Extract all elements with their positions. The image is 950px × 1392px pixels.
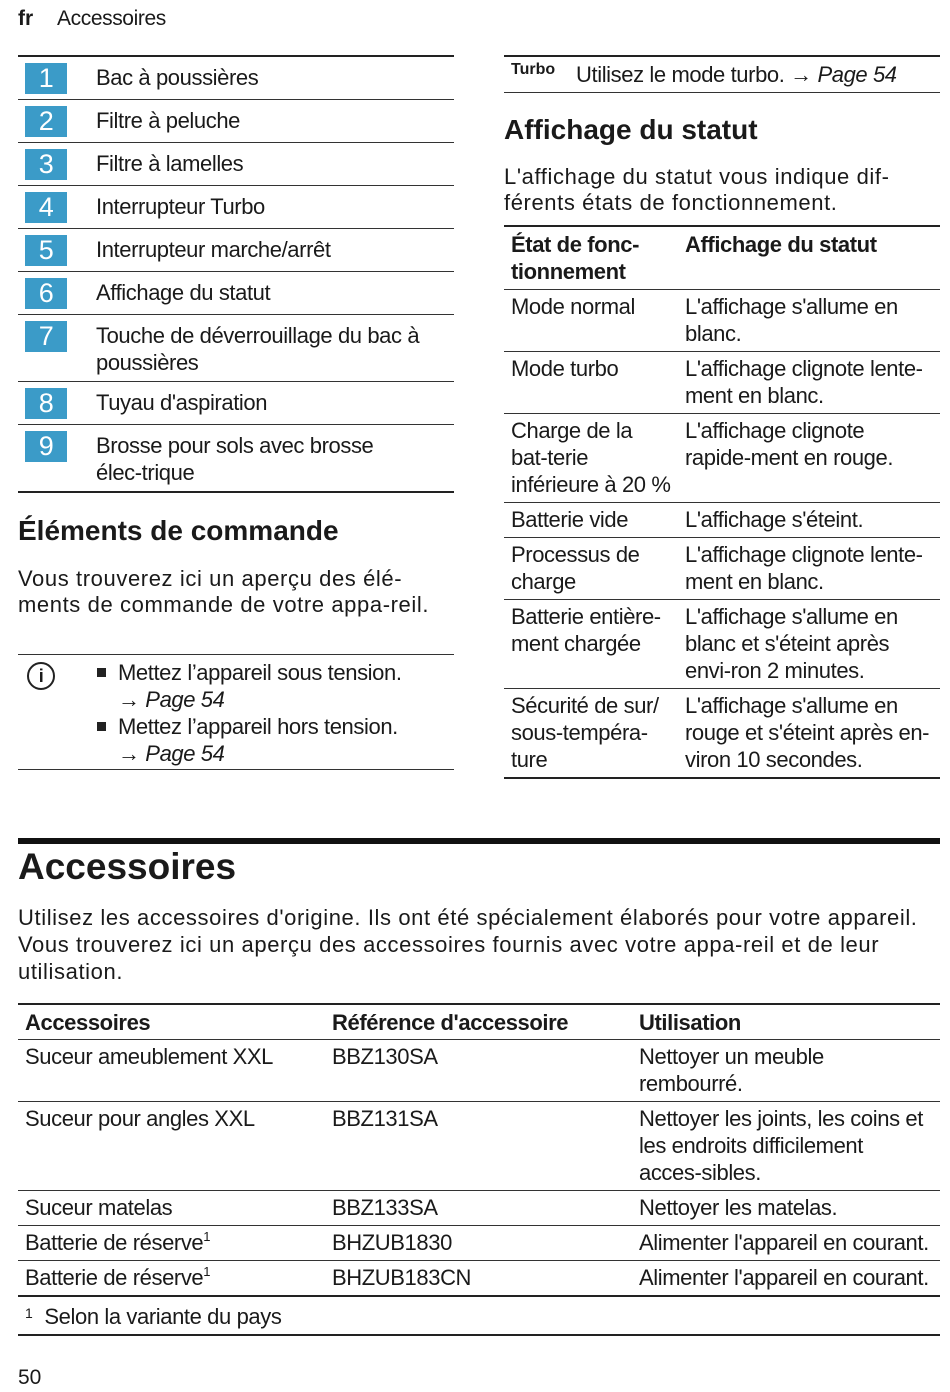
usage-cell: Nettoyer un meuble rembourré.: [632, 1040, 940, 1102]
controls-list: [93, 659, 402, 767]
table-row: [18, 1102, 940, 1191]
accessory-cell: [18, 1102, 325, 1191]
state-cell: Processus de charge: [504, 538, 678, 600]
usage-cell: Nettoyer les matelas.: [632, 1191, 940, 1226]
table-row: [18, 1040, 940, 1102]
state-cell: Sécurité de sur/ sous-tempéra-ture: [504, 689, 678, 779]
part-number-badge: 2: [25, 106, 67, 137]
info-icon: i: [27, 662, 55, 690]
reference-cell: BBZ130SA: [325, 1040, 632, 1102]
turbo-description: Utilisez le mode turbo.: [576, 62, 785, 87]
page-reference-link[interactable]: → Page 54: [118, 687, 225, 712]
part-number-badge: 3: [25, 149, 67, 180]
part-label: Tuyau d'aspiration: [96, 390, 268, 415]
footnote-cell: [18, 1296, 940, 1335]
turbo-row: [504, 55, 940, 93]
table-row: [504, 538, 940, 600]
parts-row: [18, 143, 454, 186]
part-label: Affichage du statut: [96, 280, 271, 305]
usage-cell: Nettoyer les joints, les coins et les endroits difficilement acces-sibles.: [632, 1102, 940, 1191]
accessory-cell: [18, 1261, 325, 1297]
language-code: fr: [18, 7, 34, 30]
header-title: Accessoires: [57, 7, 166, 30]
controls-intro: Vous trouverez ici un aperçu des élé-ments de commande de votre appa-reil.: [18, 566, 430, 617]
table-row: [18, 1261, 940, 1297]
accessory-name: Suceur pour angles XXL: [25, 1106, 255, 1131]
table-header-row: [504, 226, 940, 290]
parts-row: [18, 315, 454, 382]
column-header-usage: Utilisation: [632, 1004, 940, 1040]
table-row: [18, 1191, 940, 1226]
display-cell: L'affichage s'allume en blanc et s'éteint après envi-ron 2 minutes.: [678, 600, 940, 689]
status-intro: L'affichage du statut vous indique dif-férents états de fonctionnement.: [504, 164, 890, 215]
part-label: Interrupteur Turbo: [96, 194, 265, 219]
part-label: Touche de déverrouillage du bac à poussières: [96, 323, 420, 375]
parts-row: [18, 425, 454, 493]
state-cell: Charge de la bat-terie inférieure à 20 %: [504, 414, 678, 503]
column-header-display: Affichage du statut: [678, 226, 940, 290]
parts-row: [18, 272, 454, 315]
column-header-reference: Référence d'accessoire: [325, 1004, 632, 1040]
part-number-badge: 8: [25, 388, 67, 419]
column-header-accessory: Accessoires: [18, 1004, 325, 1040]
table-header-row: [18, 1004, 940, 1040]
turbo-key-label: Turbo: [511, 61, 556, 78]
reference-cell: BBZ133SA: [325, 1191, 632, 1226]
table-row: [504, 600, 940, 689]
part-label: Interrupteur marche/arrêt: [96, 237, 331, 262]
part-number-badge: 1: [25, 63, 67, 94]
page-reference-link[interactable]: → Page 54: [790, 62, 897, 87]
controls-heading: Éléments de commande: [18, 515, 339, 546]
state-cell: Batterie vide: [504, 503, 678, 538]
accessory-name: Suceur matelas: [25, 1195, 173, 1220]
table-row: [504, 689, 940, 779]
display-cell: L'affichage clignote lente-ment en blanc.: [678, 352, 940, 414]
reference-cell: BHZUB183CN: [325, 1261, 632, 1297]
part-label: Brosse pour sols avec brosse élec-trique: [96, 433, 374, 485]
footnote-marker: 1: [203, 1264, 211, 1279]
accessory-cell: [18, 1191, 325, 1226]
display-cell: L'affichage clignote rapide-ment en rouge.: [678, 414, 940, 503]
status-heading: Affichage du statut: [504, 114, 758, 145]
reference-cell: BBZ131SA: [325, 1102, 632, 1191]
column-header-state: État de fonc-tionnement: [504, 226, 678, 290]
parts-row: [18, 382, 454, 425]
accessory-cell: [18, 1040, 325, 1102]
page-number: 50: [18, 1366, 42, 1389]
part-number-badge: 4: [25, 192, 67, 223]
parts-row: [18, 229, 454, 272]
accessory-cell: [18, 1226, 325, 1261]
part-number-badge: 7: [25, 321, 67, 352]
accessories-table: [18, 1003, 940, 1336]
part-number-badge: 5: [25, 235, 67, 266]
table-row: [504, 352, 940, 414]
footnote-mark: 1: [25, 1305, 33, 1321]
display-cell: L'affichage clignote lente-ment en blanc.: [678, 538, 940, 600]
footnote-marker: 1: [203, 1229, 211, 1244]
part-label: Filtre à lamelles: [96, 151, 244, 176]
usage-cell: Alimenter l'appareil en courant.: [632, 1226, 940, 1261]
list-item: [93, 713, 402, 767]
parts-row: [18, 186, 454, 229]
list-item: [93, 659, 402, 713]
accessory-name: Suceur ameublement XXL: [25, 1044, 274, 1069]
page-header: [18, 7, 166, 31]
footnote-row: [18, 1296, 940, 1335]
table-row: [18, 1226, 940, 1261]
display-cell: L'affichage s'allume en blanc.: [678, 290, 940, 352]
part-number-badge: 9: [25, 431, 67, 462]
display-cell: L'affichage s'allume en rouge et s'éteint après en-viron 10 secondes.: [678, 689, 940, 779]
accessory-name: Batterie de réserve: [25, 1230, 204, 1255]
control-text: Mettez l’appareil hors tension.: [118, 714, 398, 739]
info-note: [18, 654, 454, 770]
section-divider: [18, 838, 940, 844]
table-row: [504, 290, 940, 352]
accessories-heading: Accessoires: [18, 846, 237, 887]
parts-row: [18, 57, 454, 100]
page-reference-link[interactable]: → Page 54: [118, 741, 225, 766]
table-row: [504, 503, 940, 538]
usage-cell: Alimenter l'appareil en courant.: [632, 1261, 940, 1297]
parts-list: [18, 55, 454, 493]
turbo-text: [576, 62, 897, 88]
part-label: Bac à poussières: [96, 65, 259, 90]
state-cell: Mode normal: [504, 290, 678, 352]
accessory-name: Batterie de réserve: [25, 1265, 204, 1290]
footnote-text: Selon la variante du pays: [44, 1304, 282, 1329]
control-text: Mettez l’appareil sous tension.: [118, 660, 402, 685]
part-number-badge: 6: [25, 278, 67, 309]
accessories-intro: Utilisez les accessoires d'origine. Ils ont été spécialement élaborés pour votre appareil. Vous trouverez ici un aperçu des accessoires fournis avec votre appa-reil et de leur utilisation.: [18, 905, 918, 984]
state-cell: Mode turbo: [504, 352, 678, 414]
part-label: Filtre à peluche: [96, 108, 241, 133]
reference-cell: BHZUB1830: [325, 1226, 632, 1261]
state-cell: Batterie entière-ment chargée: [504, 600, 678, 689]
table-row: [504, 414, 940, 503]
status-table: [504, 225, 940, 779]
parts-row: [18, 100, 454, 143]
display-cell: L'affichage s'éteint.: [678, 503, 940, 538]
